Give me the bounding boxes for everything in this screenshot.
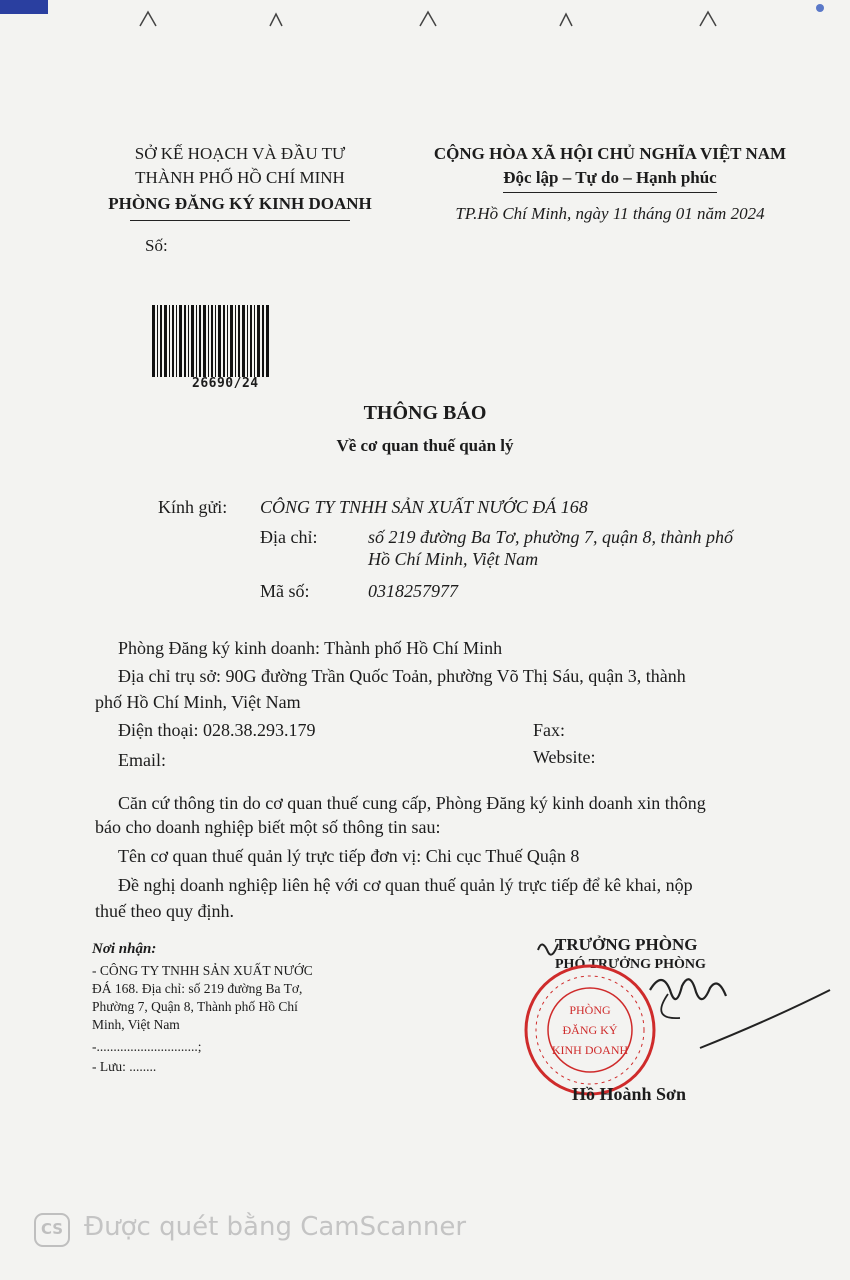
receivers-line-6: - Lưu: ........ — [92, 1059, 157, 1074]
barcode-icon — [152, 305, 270, 377]
signature-title: TRƯỞNG PHÒNG — [555, 935, 698, 954]
receivers-line-2: ĐÁ 168. Địa chỉ: số 219 đường Ba Tơ, — [92, 981, 303, 996]
body-tax-authority: Tên cơ quan thuế quản lý trực tiếp đơn vị: Chi cục Thuế Quận 8 — [118, 846, 580, 866]
issuer-department: PHÒNG ĐĂNG KÝ KINH DOANH — [108, 194, 372, 213]
office-address-line-1: Địa chỉ trụ sở: 90G đường Trần Quốc Toản, phường Võ Thị Sáu, quận 3, thành — [118, 666, 686, 686]
svg-text:ĐĂNG KÝ: ĐĂNG KÝ — [562, 1023, 618, 1037]
barcode-number: 26690/24 — [192, 376, 259, 391]
receivers-block — [92, 940, 382, 1076]
national-motto: Độc lập – Tự do – Hạnh phúc — [503, 166, 716, 193]
svg-text:PHÒNG: PHÒNG — [569, 1003, 611, 1017]
issuer-line-2: THÀNH PHỐ HỒ CHÍ MINH — [135, 168, 345, 187]
receivers-line-1: - CÔNG TY TNHH SẢN XUẤT NƯỚC — [92, 963, 313, 978]
handwritten-signature-icon — [530, 930, 850, 1070]
signature-subtitle: PHÓ TRƯỞNG PHÒNG — [555, 957, 706, 972]
recipient-tax-code: 0318257977 — [368, 581, 458, 601]
recipient-to-label: Kính gửi: — [158, 497, 228, 517]
document-subtitle: Về cơ quan thuế quản lý — [336, 436, 514, 455]
recipient-address-line-2: Hồ Chí Minh, Việt Nam — [368, 549, 539, 569]
receivers-line-4: Minh, Việt Nam — [92, 1017, 180, 1032]
recipient-address-line-1: số 219 đường Ba Tơ, phường 7, quận 8, thành phố — [368, 527, 733, 547]
recipient-code-label: Mã số: — [260, 581, 310, 601]
document-date: TP.Hồ Chí Minh, ngày 11 tháng 01 năm 2024 — [455, 204, 765, 223]
office-address-line-2: phố Hồ Chí Minh, Việt Nam — [95, 692, 301, 712]
office-email: Email: — [118, 750, 166, 770]
receivers-line-3: Phường 7, Quận 8, Thành phố Hồ Chí — [92, 999, 298, 1014]
body-paragraph-1-line-1: Căn cứ thông tin do cơ quan thuế cung cấp, Phòng Đăng ký kinh doanh xin thông — [118, 793, 706, 813]
office-name: Phòng Đăng ký kinh doanh: Thành phố Hồ Chí Minh — [118, 638, 503, 658]
body-paragraph-1-line-2: báo cho doanh nghiệp biết một số thông tin sau: — [95, 817, 441, 837]
camscanner-watermark: Được quét bằng CamScanner — [84, 1212, 467, 1242]
body-paragraph-3-line-2: thuế theo quy định. — [95, 901, 234, 921]
document-title: THÔNG BÁO — [363, 402, 487, 424]
country-name: CỘNG HÒA XÃ HỘI CHỦ NGHĨA VIỆT NAM — [433, 144, 787, 163]
camscanner-logo: CS — [34, 1213, 70, 1247]
office-website: Website: — [533, 747, 596, 767]
office-fax: Fax: — [533, 720, 566, 740]
issuer-header — [95, 142, 385, 221]
punch-marks-icon — [0, 0, 850, 30]
receivers-line-5: -..............................; — [92, 1039, 202, 1054]
issuer-line-1: SỞ KẾ HOẠCH VÀ ĐẦU TƯ — [134, 144, 346, 163]
office-phone: Điện thoại: 028.38.293.179 — [118, 720, 316, 740]
svg-text:KINH DOANH: KINH DOANH — [551, 1043, 629, 1057]
receivers-heading: Nơi nhận: — [92, 941, 157, 957]
national-header — [410, 142, 810, 193]
issuer-underline — [130, 220, 350, 221]
body-paragraph-3-line-1: Đề nghị doanh nghiệp liên hệ với cơ quan thuế quản lý trực tiếp để kê khai, nộp — [118, 875, 693, 895]
recipient-company: CÔNG TY TNHH SẢN XUẤT NƯỚC ĐÁ 168 — [260, 497, 588, 517]
recipient-address-label: Địa chỉ: — [260, 527, 318, 547]
document-number-label: Số: — [145, 236, 168, 255]
signer-name: Hồ Hoành Sơn — [572, 1084, 687, 1104]
